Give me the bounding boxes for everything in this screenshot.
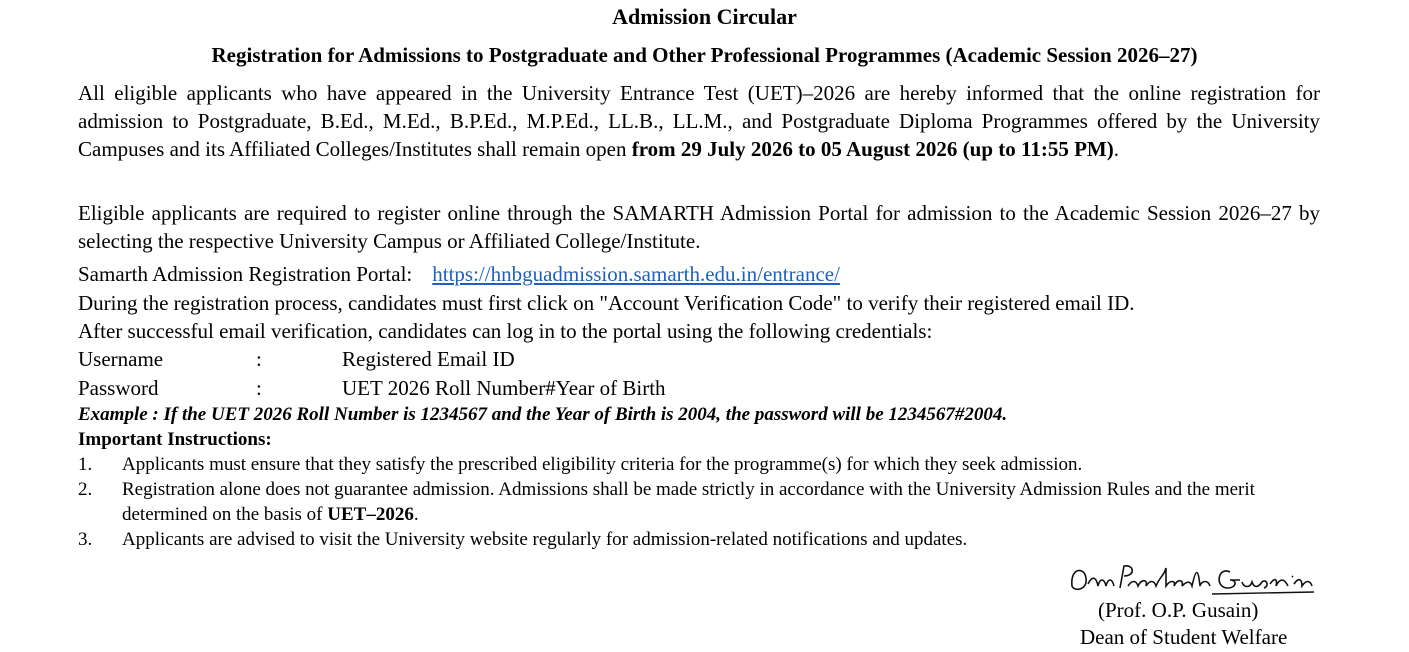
list-item: [78, 477, 1320, 527]
intro-end: .: [1113, 137, 1119, 161]
instructions-list: [78, 452, 1320, 552]
item-text: Applicants are advised to visit the University website regularly for admission-related notifications and updates.: [122, 529, 968, 550]
username-row: [78, 345, 515, 373]
item-text: Registration alone does not guarantee admission. Admissions shall be made strictly in accordance with the University Admission Rules and the merit determined on the basis of UET–2026.: [122, 479, 1255, 525]
signatory-name: (Prof. O.P. Gusain): [1098, 598, 1259, 622]
portal-link[interactable]: https://hnbguadmission.samarth.edu.in/entrance/: [432, 262, 840, 286]
list-item: [78, 452, 1320, 477]
intro-text: All eligible applicants who have appeared in the University Entrance Test (UET)–2026 are hereby informed that the online registration for admission to Postgraduate, B.Ed., M.Ed., B.P.Ed., M.P.Ed., LL.B., LL.M., and Postgraduate Diploma Programmes offered by the University Campuses and its Affiliated Colleges/Institutes shall remain open: [78, 81, 1320, 161]
list-item: [78, 527, 1320, 552]
intro-paragraph: [78, 79, 1320, 163]
item-text: Applicants must ensure that they satisfy the prescribed eligibility criteria for the programme(s) for which they seek admission.: [122, 454, 1083, 475]
portal-label: Samarth Admission Registration Portal:: [78, 262, 413, 286]
item-number: 3.: [78, 529, 93, 550]
signatory-designation: Dean of Student Welfare: [1080, 625, 1288, 649]
circular-title: Admission Circular: [612, 4, 797, 29]
password-value: UET 2026 Roll Number#Year of Birth: [342, 376, 666, 400]
username-colon: :: [256, 347, 262, 371]
signature-image: [1062, 558, 1322, 602]
username-label: Username: [78, 347, 164, 371]
portal-paragraph: Eligible applicants are required to register online through the SAMARTH Admission Portal for admission to the Academic Session 2026–27 by selecting the respective University Campus or Affiliated College/Institute.: [78, 201, 1320, 253]
item-number: 2.: [78, 479, 93, 500]
verification-line: During the registration process, candidates must first click on "Account Verification Code" to verify their registered email ID.: [78, 291, 1135, 315]
portal-line: [78, 260, 840, 288]
instructions-heading: Important Instructions:: [78, 429, 272, 450]
circular-subtitle: Registration for Admissions to Postgraduate and Other Professional Programmes (Academic Session 2026–27): [211, 43, 1198, 67]
username-value: Registered Email ID: [342, 347, 515, 371]
registration-dates: from 29 July 2026 to 05 August 2026 (up to 11:55 PM): [631, 137, 1114, 161]
item-bold: UET–2026: [327, 504, 414, 525]
password-colon: :: [256, 376, 262, 400]
password-example: Example : If the UET 2026 Roll Number is 1234567 and the Year of Birth is 2004, the password will be 1234567#2004.: [78, 404, 1008, 425]
password-label: Password: [78, 376, 159, 400]
login-line: After successful email verification, candidates can log in to the portal using the following credentials:: [78, 319, 933, 343]
password-row: [78, 374, 666, 402]
item-number: 1.: [78, 454, 93, 475]
